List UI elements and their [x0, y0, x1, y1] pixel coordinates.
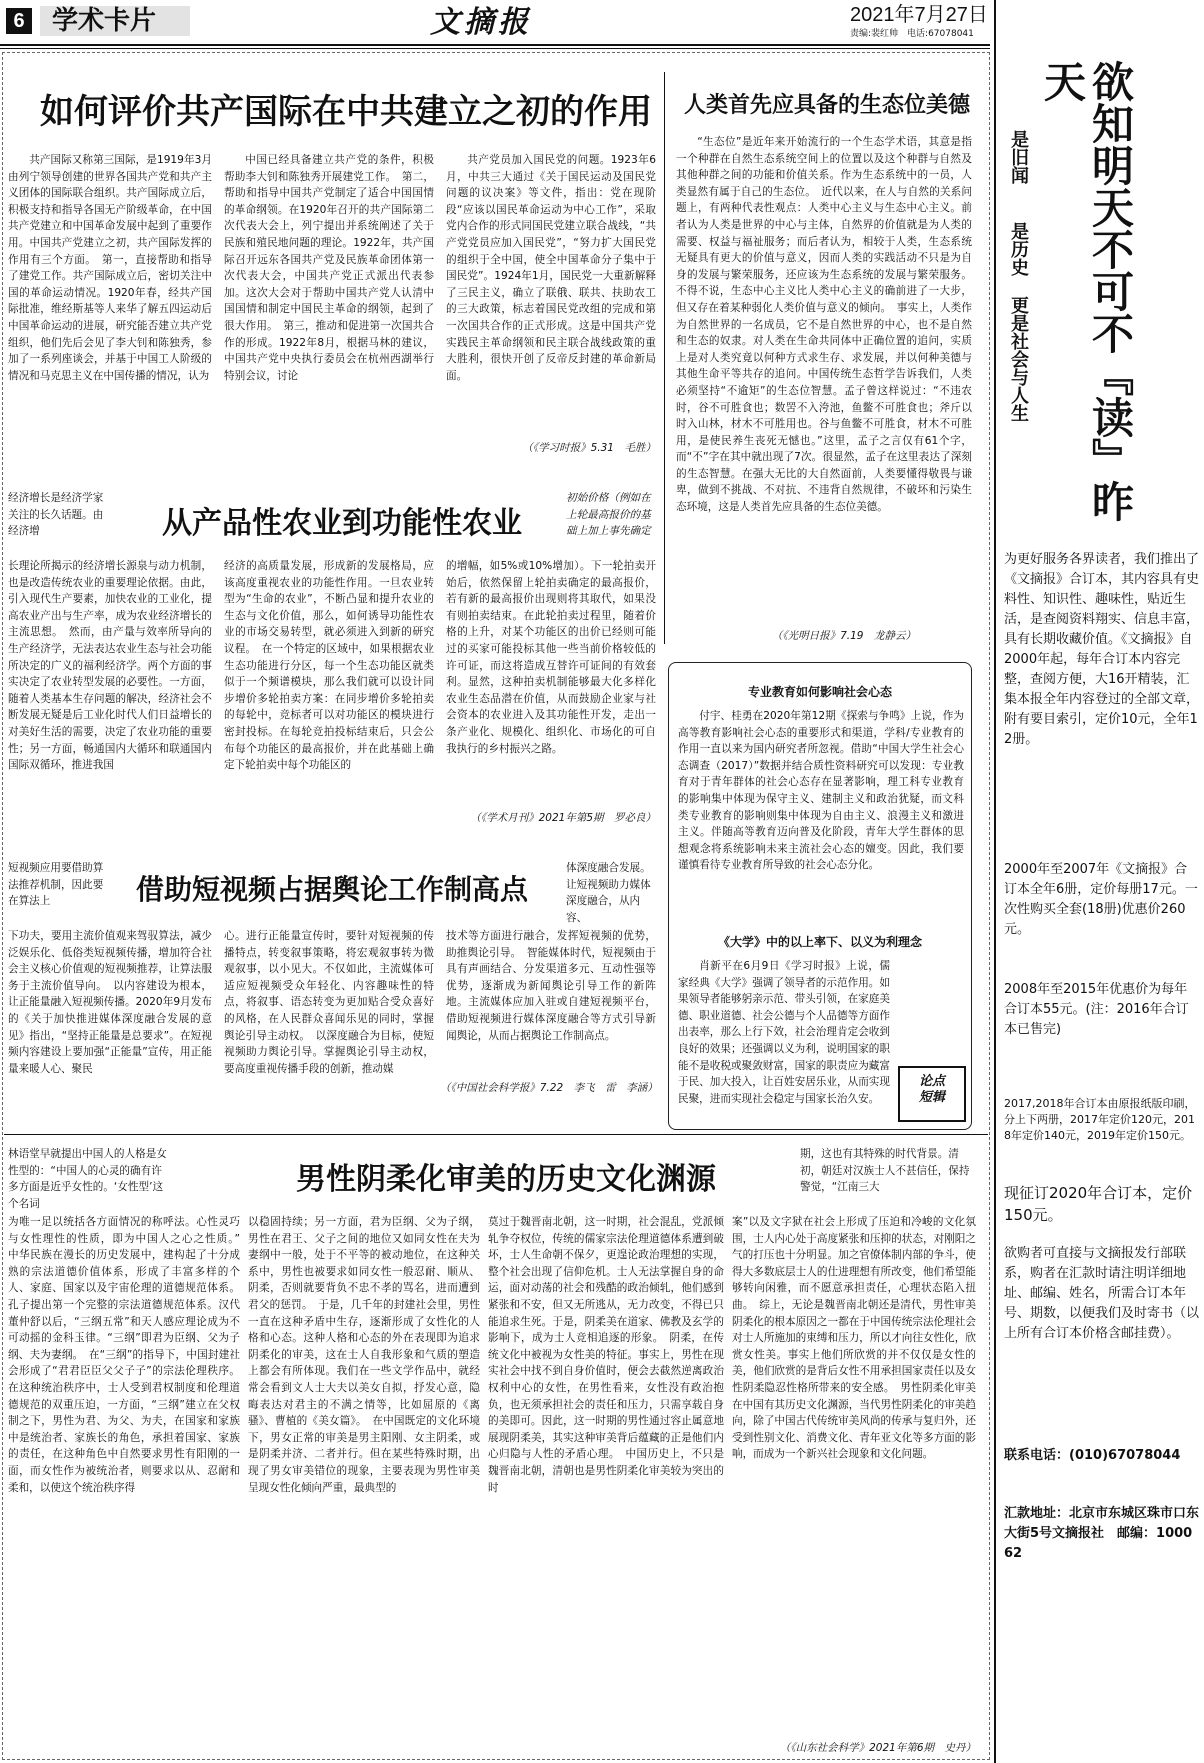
- sidebar-para-5-text: 现征订2020年合订本，定价150元。: [1004, 1184, 1193, 1224]
- article1-col3-text: 共产党员加入国民党的问题。1923年6月，中共三大通过《关于国民运动及国民党问题的议决案》等文件，指出：党在现阶段“应该以国民革命运动为中心工作”，采取党内合作的形式同国民党建立联合战线，“共产党党员应加入国民党”，“努力扩大国民党的组织于全中国，使全中国革命分子集中于国民党”。1924年1月，国民党一大重新解释了三民主义，确立了联俄、联共、扶助农工的三大政策，标志着国民党改组的完成和第一次国共合作的正式形成。这是中国共产党实践民主革命纲领和民主联合战线政策的重大胜利，很快开创了反帝反封建的革命新局面。: [446, 154, 656, 382]
- article5-lead-right: 期，这也有其特殊的时代背景。清初，朝廷对汉族士人不甚信任，保持警觉，“江南三大: [800, 1148, 970, 1194]
- sidebar-para-4: [1004, 1096, 1200, 1180]
- sidebar-para-3: [1004, 980, 1200, 1090]
- sidebar-address-text: 汇款地址：北京市东城区珠市口东大街5号文摘报社 邮编：100062: [1004, 1506, 1200, 1561]
- article3-source: （《学术月刊》2021年第5期 罗必良）: [470, 812, 656, 824]
- article4-lead-left: 短视频应用要借助算法推荐机制，因此要在算法上: [8, 862, 104, 908]
- article3-col3-text: 的增幅，如5%或10%增加）。下一轮拍卖开始后，依然保留上轮拍卖确定的最高报价，若有新的最高报价出现则将其取代，如果没有则拍卖结束。在此轮拍卖过程里，随着价格的上升，对某个功能区的出价已经则可能过的买家可能投标其他一些当前价格较低的许可证，而这将造成互替许可证间的有效套利。显然，这种拍卖机制能够最大化多样化农业生态品潜在价值，从而鼓励企业家与社会资本的农业进入及其功能性开发，走出一条产业化、规模化、组织化、市场化的可自我执行的乡村振兴之路。: [446, 560, 656, 755]
- article3-col3: [446, 558, 656, 806]
- article5-col3: [488, 1214, 724, 1756]
- article5-col2-text: 以稳固持续；另一方面，君为臣纲、父为子纲，男性在君王、父子之间的地位又如同女性在夫为妻纲中一般，处于不平等的被动地位，在这种关系中，男性也被要求如同女性一般忍耐、顺从、阴柔，否则就要背负不忠不孝的骂名，进而遭到君父的惩罚。 于是，几千年的封建社会里，男性一直在这种矛盾中生存，逐渐形成了女性化的人格和心态。这种人格和心态的外在表现即为追求阴柔化的审美，这在士人自我形象和气质的塑造上都会有所体现。我们在一些文学作品中，就经常会看到文人士大夫以美女自拟，抒发心意，隐晦表达对君主的不满之情等，比如屈原的《离骚》、曹植的《美女篇》。 在中国既定的文化环境下，男女正常的审美是男主阳刚、女主阴柔，或是阴柔并济、二者并行。但在某些特殊时期，出现了男女审美错位的现象，主要表现为男性审美呈现女性化倾向严重，最典型的: [248, 1216, 480, 1494]
- article1-col1: [8, 152, 212, 480]
- sidebar-phone-text: 联系电话：(010)67078044: [1004, 1448, 1181, 1463]
- editor-line: 责编:裴红帅 电话:67078041: [850, 29, 974, 39]
- article5-lead-left: 林语堂早就提出中国人的人格是女性型的：“中国人的心灵的确有许多方面是近乎女性的。‘女性型’这个名词: [8, 1148, 167, 1210]
- article3-lead-left: 经济增长是经济学家关注的长久话题。由经济增: [8, 492, 104, 538]
- article4-col3-text: 技术等方面进行融合，发挥短视频的优势，助推舆论引导。 智能媒体时代，短视频由于具有声画结合、分发渠道多元、互动性强等优势，逐渐成为新闻舆论引导工作的新阵地。主流媒体应加入驻或自建短视频平台，借助短视频进行媒体深度融合等方式引导新闻舆论，从而占据舆论工作制高点。: [446, 930, 656, 1042]
- sidebar-para-2-text: 2000年至2007年《文摘报》合订本全年6册，定价每册17元。一次性购买全套(18册)优惠价260元。: [1004, 862, 1198, 937]
- article5-source: （《山东社会科学》2021年第6期 史丹）: [779, 1742, 976, 1754]
- article3-col1: [8, 558, 212, 828]
- article2-body-text: “生态位”是近年来开始流行的一个生态学术语，其意是指一个种群在自然生态系统空间上的位置以及这个种群与自然及其他种群之间的功能和价值关系。作为生态系统中的一员，人类显然有属于自己的生态位。 近代以来，在人与自然的关系问题上，有两种代表性观点：人类中心主义与生态中心主义。前者认为人类是世界的中心与主体，自然界的价值就是为人类的需要、权益与福祉服务；而后者认为，相较于人类，生态系统无疑具有更大的价值与意义，因而人类的实践活动不只是为自身的发展与繁荣服务，还应该为生态系统的发展与繁荣服务。不得不说，生态中心主义比人类中心主义的确前进了一大步，但又存在着某种弱化人类价值与意义的倾向。 事实上，人类作为自然世界的一名成员，它不是自然世界的中心，也不是自然和生态的奴隶。对人类在生命共同体中正确位置的追问，实质上是对人类究竟以何种方式求生存、求发展，并以何种美德与其他生命平等共存的追问。中国传统生态哲学告诉我们，人类必须坚持“不逾矩”的生态位智慧。孟子曾这样说过：“不违农时，谷不可胜食也；数罟不入洿池，鱼鳖不可胜食也；斧斤以时入山林，材木不可胜用也。谷与鱼鳖不可胜食，材木不可胜用，是使民养生丧死无憾也。”这里，孟子之言仅有61个字，而“不”字在其中就出现了7次。很显然，孟子在这里表达了深刻的生态智慧。在强大无比的大自然面前，人类要懂得敬畏与谦卑，做到不挑战、不对抗、不违背自然规律，不破坏和污染生态环境，这是人类首先应具备的生态位美德。: [676, 136, 972, 514]
- article1-col2-text: 中国已经具备建立共产党的条件，积极帮助李大钊和陈独秀开展建党工作。 第二，帮助和指导中国共产党制定了适合中国国情的革命纲领。在1920年召开的共产国际第二次代表大会上，列宁提出并系统阐述了关于民族和殖民地问题的理论。1922年，共产国际召开远东各国共产党及民族革命团体第一次代表大会，中国共产党正式派出代表参加。这次大会对于帮助中国共产党人认清中国国情和制定中国民主革命的纲领，起到了很大作用。 第三，推动和促进第一次国共合作的形成。1922年8月，根据马林的建议，中国共产党中央执行委员会在杭州西湖举行特别会议，讨论: [224, 154, 434, 382]
- sidebar-para-6: [1004, 1244, 1200, 1438]
- sidebar-address: [1004, 1504, 1200, 1604]
- digest2-body: [678, 958, 890, 1118]
- article5-col1-text: 为唯一足以统括各方面情况的称呼法。心性灵巧与女性理性的性质，即为中国人之心之性质。” 中华民族在漫长的历史发展中，建构起了十分成熟的宗法道德价值体系，形成了丰富多样的个人、家庭、国家以及宇宙伦理的道德规范体系。孔子提出第一个完整的宗法道德规范体系。汉代董仲舒以后，“三纲五常”和天人感应理论成为不可动摇的金科玉律。“三纲”即君为臣纲、父为子纲、夫为妻纲。 在“三纲”的指导下，中国封建社会形成了“君君臣臣父父子子”的宗法伦理秩序。在这种统治秩序中，士人受到君权制度和伦理道德规范的双重压迫，一方面，“三纲”建立在父权制之下，男性为君、为父、为夫，在国家和家族中是统治者、家族长的角色，承担着国家、家族的责任，在这种角色中自然要求男性有阳刚的一面，而女性作为被统治者，则要求以从、忍耐和柔和，以使这个统治秩序得: [8, 1216, 251, 1494]
- article2-source: （《光明日报》7.19 龙静云）: [771, 630, 916, 642]
- article5-col3-text: 莫过于魏晋南北朝，这一时期，社会混乱，党派倾轧争夺权位，传统的儒家宗法伦理道德体系遭到破坏，士人生命朝不保夕，更遑论政治理想的实现，整个社会出现了信仰危机。士人无法掌握自身的命运，面对动荡的社会和残酷的政治倾轧，他们感到紧张和不安，但又无所逃从，无力改变，不得已只能追求生死。于是，阴柔美在道家、佛教及玄学的影响下，成为士人竞相追逐的形象。 阴柔，在传统文化中被视为女性美的特征。事实上，男性在现实社会中找不到自身价值时，便会去截然逆离政治权利中心的女性，在男性看来，女性没有政治抱负，也无须承担社会的责任和压力，只需享载自身的美即可。因此，这一时期的男性通过容止属意地展现阴柔美，其实这种审美背后蕴藏的正是他们内心归隐与人性的矛盾心理。 中国历史上，不只是魏晋南北朝，清朝也是男性阴柔化审美较为突出的时: [488, 1216, 724, 1494]
- digest2-body-text: 肖新平在6月9日《学习时报》上说，儒家经典《大学》强调了领导者的示范作用。如果领导者能够躬亲示范、带头引领，在家庭美德、职业道德、社会公德与个人品德等方面作出表率，那么上行下效，社会治理肯定会收到良好的效果；还强调以义为利，说明国家的职能不是收税或聚敛财富，国家的职责应为藏富于民、加大投入，让百姓安居乐业，从而实现民聚，进而实现社会稳定与国家长治久安。: [678, 960, 890, 1105]
- digest-badge: [898, 1066, 966, 1122]
- sidebar-line-2: 是历史: [1008, 222, 1029, 276]
- article5-title: 男性阴柔化审美的历史文化渊源: [296, 1162, 716, 1197]
- article1-col2: [224, 152, 434, 480]
- section-title: 学术卡片: [40, 6, 190, 36]
- sidebar-para-1: [1004, 550, 1200, 850]
- article4-source: （《中国社会科学报》7.22 李飞 雷 李涵）: [440, 1082, 658, 1094]
- article4-lead-right: 体深度融合发展。让短视频助力媒体深度融合，从内容、: [566, 862, 651, 924]
- article4-col3: [446, 928, 656, 1078]
- digest2-title: 《大学》中的以上率下、以义为利理念: [717, 935, 922, 949]
- article5-col2: [248, 1214, 480, 1756]
- article4-col1: [8, 928, 212, 1112]
- sidebar-para-1-text: 为更好服务各界读者，我们推出了《文摘报》合订本，其内容具有史料性、知识性、趣味性，贴近生活，是查阅资料翔实、信息丰富，具有长期收藏价值。《文摘报》自2000年起，每年合订本内容完整，查阅方便，大16开精装，汇集本报全年内容登过的全部文章，附有要目索引，定价10元，全年12册。: [1004, 552, 1200, 747]
- article3-title: 从产品性农业到功能性农业: [162, 506, 522, 541]
- sidebar-line-3: 更是社会与人生: [1008, 296, 1029, 422]
- article5-col4-text: 案”以及文字狱在社会上形成了压迫和冷峻的文化氛围，士人内心处于高度紧张和压抑的状态，对刚阳之气的打压也十分明显。加之官僚体制内部的争斗，使得大多数底层士人的仕进理想有所改变，他们希望能够转向闲雅，而不愿意承担责任，心理状态陷入扭曲。 综上，无论是魏晋南北朝还是清代，男性审美阴柔化的根本原因之一都在于中国传统宗法伦理社会对士人所施加的束缚和压力，所以才向往女性化，欣赏女性美。事实上他们所欣赏的并不仅仅是女性的美，他们欣赏的是背后女性不用承担国家责任以及女性阴柔隐忍性格所带来的安全感。 男性阴柔化审美在中国有其历史文化渊源，当代男性阴柔化的审美趋向，除了中国古代传统审美风尚的传承与复归外，还受到性别文化、消费文化、青年亚文化等多方面的影响，而成为一个新兴社会现象和文化问题。: [732, 1216, 976, 1461]
- article2-title: 人类首先应具备的生态位美德: [684, 92, 971, 118]
- sidebar-para-5: [1004, 1182, 1200, 1242]
- masthead-rule: [0, 44, 990, 46]
- digest1-body-text: 付宇、桂勇在2020年第12期《探索与争鸣》上说，作为高等教育影响社会心态的重要形式和渠道，学科/专业教育的作用一直以来为国内研究者所忽视。借助“中国大学生社会心态调查（2017）”数据并结合质性资料研究可以发现：专业教育对于青年群体的社会心态存在显著影响，理工科专业教育的影响集中体现为保守主义、建制主义和政治犹疑，而文科类专业教育的影响则集中体现为自由主义、浪漫主义和激进主义。伴随高等教育迈向普及化阶段，青年大学生群体的思想观念将系统影响未来主流社会心态的嬗变。因此，我们要谨慎看待专业教育所导致的社会心态分化。: [678, 710, 964, 872]
- sidebar-para-6-text: 欲购者可直接与文摘报发行部联系，购者在汇款时请注明详细地址、邮编、姓名，所需合订本年号、期数，以便我们及时寄书（以上所有合订本价格含邮挂费）。: [1004, 1246, 1200, 1341]
- article4-col2: [224, 928, 434, 1112]
- digest1-title: 专业教育如何影响社会心态: [747, 685, 892, 699]
- article5-col4: [732, 1214, 976, 1736]
- badge-bottom-text: 短辑: [918, 1090, 945, 1105]
- issue-date: 2021年7月27日: [850, 4, 988, 26]
- sidebar-para-4-text: 2017,2018年合订本由原报纸版印刷，分上下两册，2017年定价120元，2018年定价140元，2019年定价150元。: [1004, 1097, 1196, 1142]
- article1-col1-text: 共产国际又称第三国际，是1919年3月由列宁领导创建的世界各国共产党和共产主义团体的国际联合组织。共产国际成立后，积极支持和指导各国无产阶级革命，在中国共产党建立和中国革命发展中起到了重要作用。中国共产党建立之初，共产国际发挥的作用有三个方面。 第一，直接帮助和指导了建党工作。共产国际成立后，密切关注中国的革命运动情况。1920年春，经共产国际批准，维经斯基等人来华了解五四运动后中国革命运动的进展，研究能否建立共产党组织，他们先后会见了李大钊和陈独秀，参加了一系列座谈会，并基于中国工人阶级的情况和马克思主义在中国传播的情况，认为: [8, 154, 212, 382]
- page-number: 6: [6, 8, 32, 34]
- article2-body: [676, 134, 972, 626]
- sidebar-line-1: 是旧闻: [1008, 130, 1029, 184]
- article1-title: 如何评价共产国际在中共建立之初的作用: [40, 92, 652, 132]
- article3-col1-text: 长理论所揭示的经济增长源泉与动力机制，也是改造传统农业的重要理论依据。由此，引入现代生产要素，加快农业的工业化，提高农业产出与生产率，成为农业经济增长的主流思想。 然而，由产量与效率所导向的生产经济学，无法表达农业生态与社会功能所决定的广义的福利经济学。两个方面的事实决定了农业转型发展的必要性。一方面，随着人类基本生存问题的解决，经济社会不断发展无疑是后工业化时代人们日益增长的对美好生活的需要，决定了农业功能的重要性；另一方面，畅通国内大循环和联通国内国际双循环，推进我国: [8, 560, 212, 772]
- article1-source: （《学习时报》5.31 毛胜）: [522, 442, 656, 454]
- article4-title: 借助短视频占据舆论工作制高点: [136, 873, 529, 906]
- column-divider: [664, 72, 665, 644]
- masthead: [0, 0, 990, 44]
- section-rule: [4, 1134, 988, 1135]
- newspaper-logo: 文摘报: [430, 5, 532, 40]
- badge-top-text: 论点: [918, 1074, 945, 1089]
- masthead-rule-thin: [0, 48, 990, 49]
- sidebar-phone: [1004, 1446, 1200, 1494]
- article5-col1: [8, 1214, 251, 1756]
- sidebar-para-3-text: 2008年至2015年优惠价为每年合订本55元。(注：2016年合订本已售完): [1004, 982, 1189, 1037]
- article4-col2-text: 心。进行正能量宣传时，要针对短视频的传播特点，转变叙事策略，将宏观叙事转为微观叙事，以小见大。不仅如此，主流媒体可适应短视频受众年轻化、内容趣味性的特点，将叙事、语态转变为更加贴合受众喜好的风格，在人民群众喜闻乐见的同时，掌握舆论引导主动权。 以深度融合为目标，使短视频助力舆论引导。掌握舆论引导主动权，要高度重视传播手段的创新，推动媒: [224, 930, 434, 1075]
- article1-col3: [446, 152, 656, 436]
- digest1-body: [678, 708, 964, 926]
- article3-col2: [224, 558, 434, 828]
- sidebar-headline: 欲知明天不可不『读』昨天: [1038, 60, 1135, 522]
- sidebar-para-2: [1004, 860, 1200, 970]
- article3-lead-right: 初始价格（例如在上轮最高报价的基础上加上事先确定: [566, 492, 651, 538]
- article4-col1-text: 下功夫，要用主流价值观来驾驭算法，减少泛娱乐化、低俗类短视频传播，增加符合社会主义核心价值观的短视频推荐，让算法服务于主流价值导向。 以内容建设为根本，让正能量融入短视频传播。2020年9月发布的《关于加快推进媒体深度融合发展的意见》指出，“坚持正能量是总要求”。在短视频内容建设上要加强“正能量”宣传，用正能量来暖人心、聚民: [8, 930, 212, 1075]
- article3-col2-text: 经济的高质量发展，形成新的发展格局，应该高度重视农业的功能性作用。一旦农业转型为“生命的农业”，不断凸显和提升农业的生态与文化价值，那么，如何诱导功能性农业的市场交易转型，就必须进入到新的研究议程。 在一个特定的区域中，如果根据农业生态功能进行分区，每一个生态功能区就类似于一个频谱模块，那么我们就可以设计同步增价多轮拍卖方案：在同步增价多轮拍卖的每轮中，竞标者可以对功能区的模块进行密封投标。在每轮竞拍投标结束后，只会公布每个功能区的最高报价，并在此基础上确定下轮拍卖中每个功能区的: [224, 560, 434, 772]
